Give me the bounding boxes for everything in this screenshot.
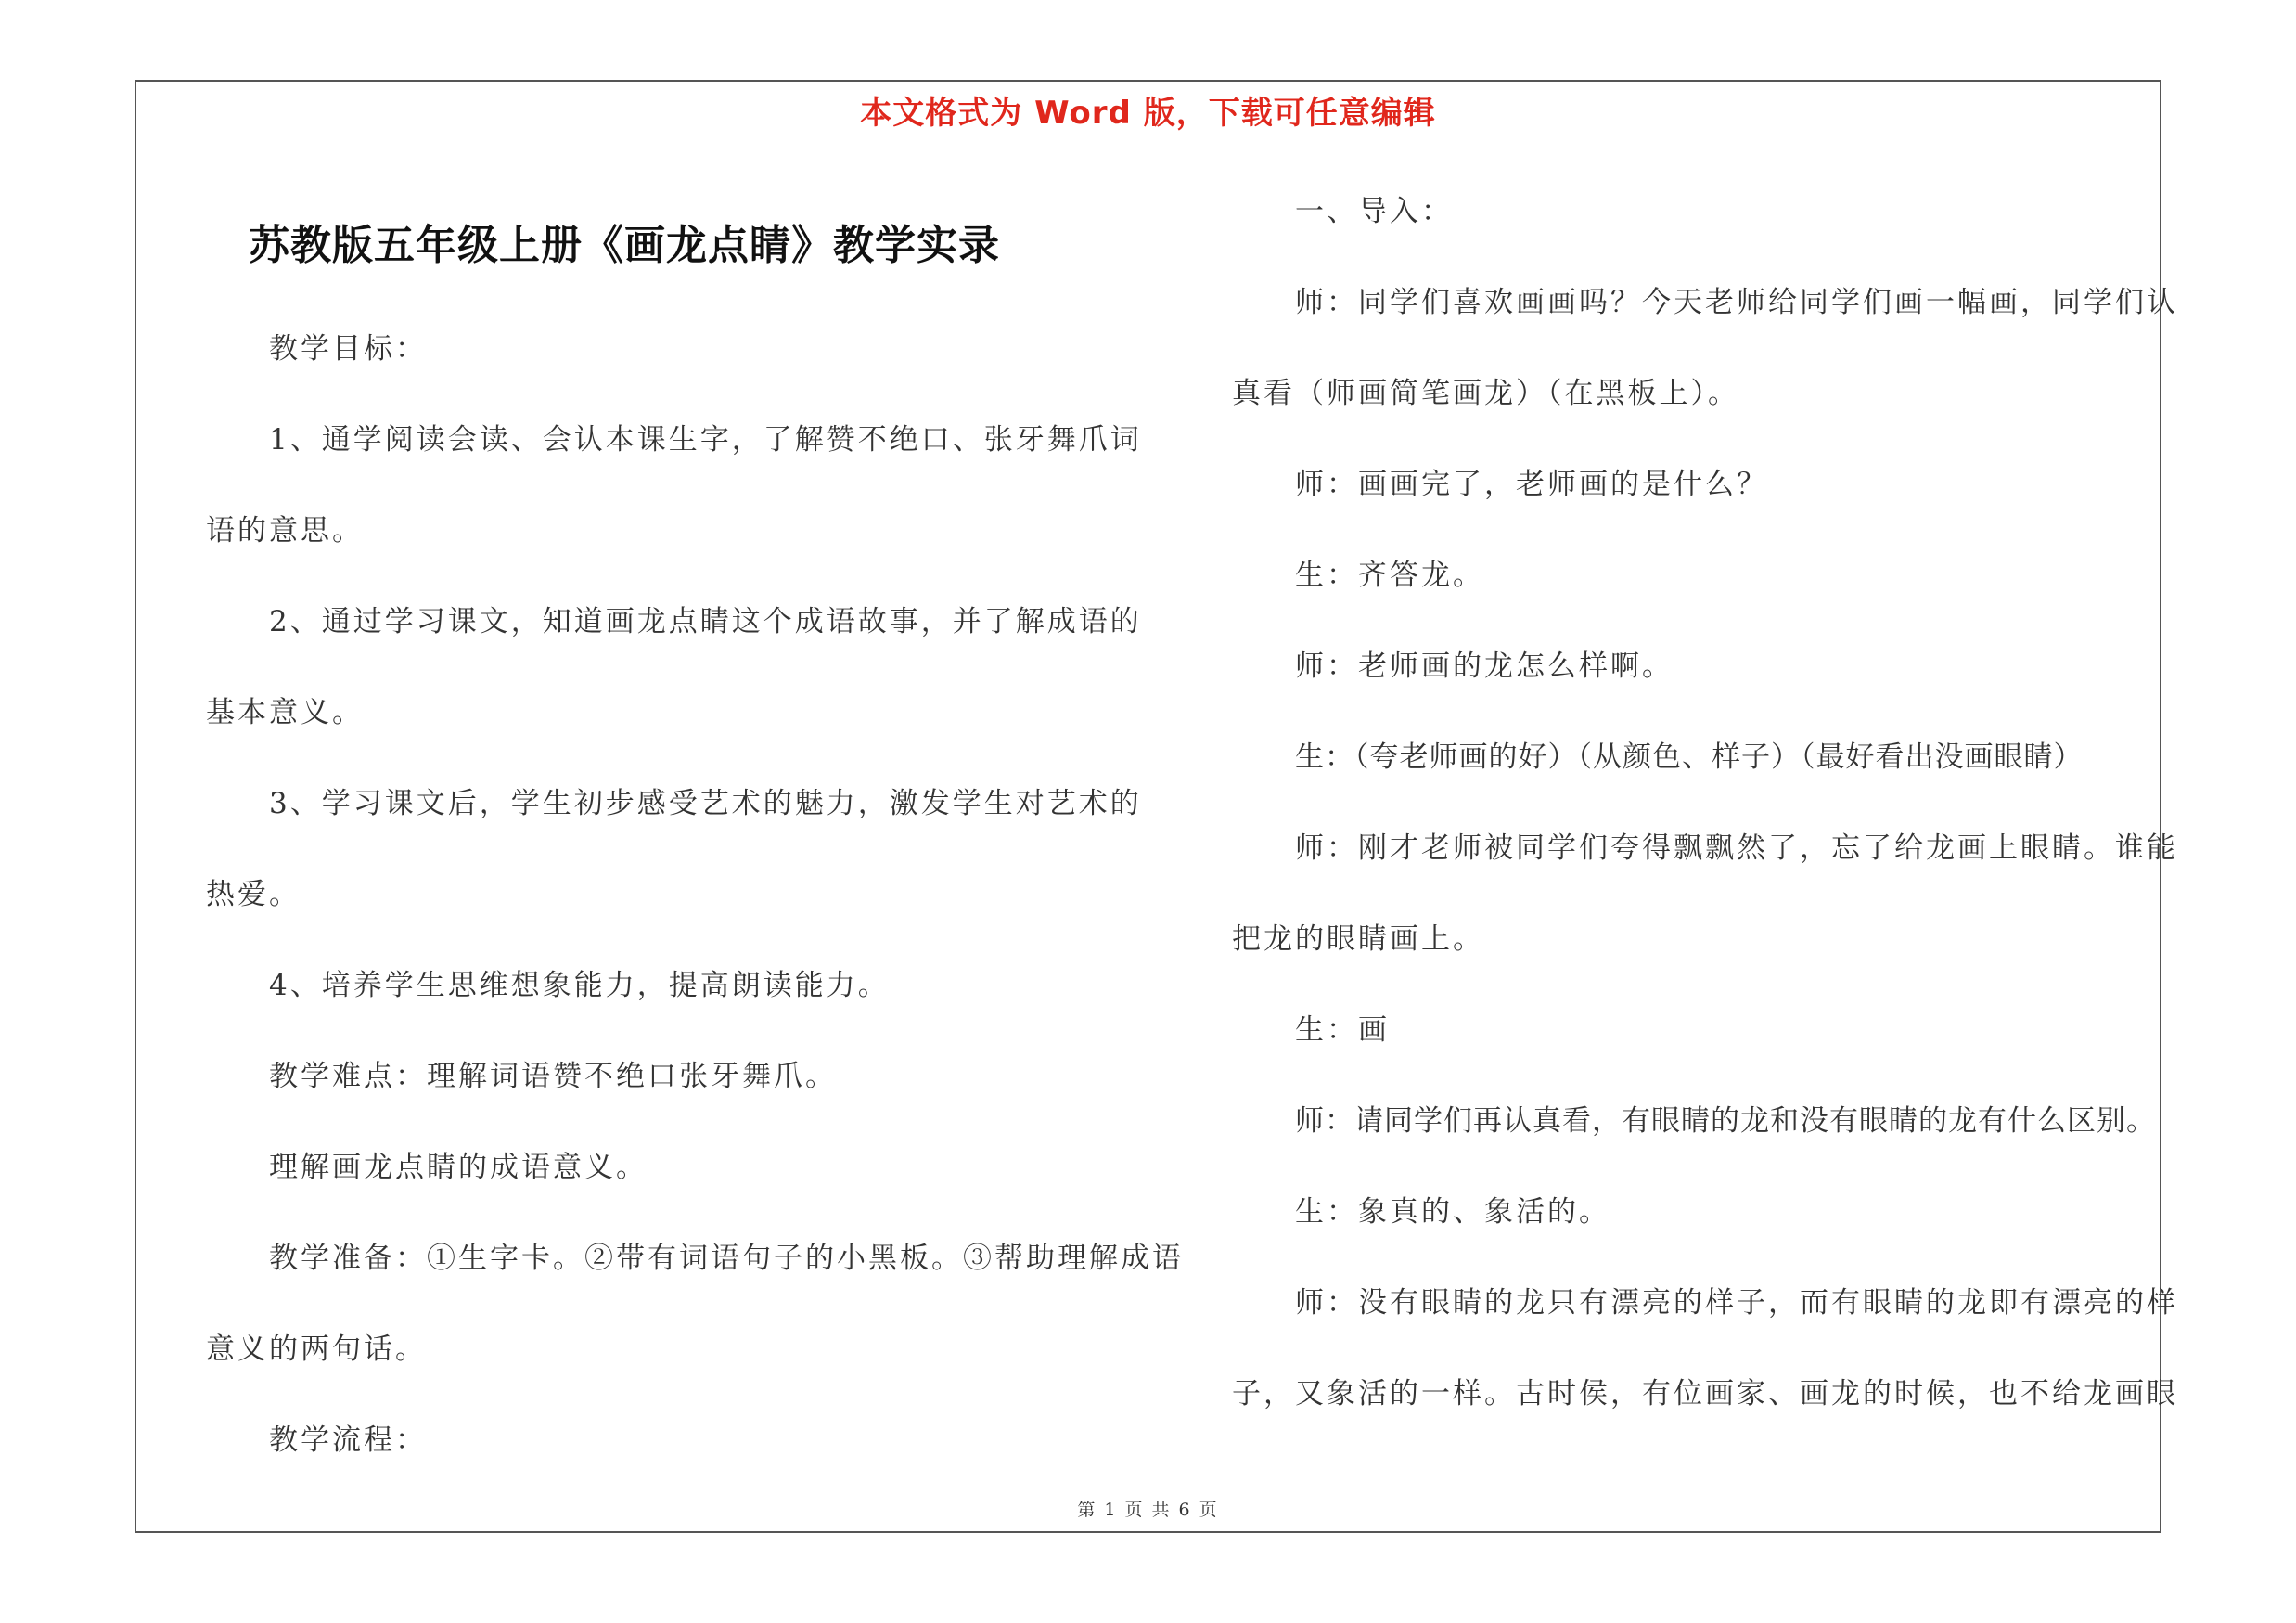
paragraph-line: 师：请同学们再认真看，有眼睛的龙和没有眼睛的龙有什么区别。 [1295,1104,2156,1138]
paragraph-line: 真看（师画简笔画龙）（在黑板上）。 [1232,377,1739,410]
paragraph-line: 生：齐答龙。 [1295,559,1484,592]
paragraph-line: 师：同学们喜欢画画吗？今天老师给同学们画一幅画，同学们认 [1295,286,2178,319]
paragraph-line: 师：画画完了，老师画的是什么？ [1295,468,1768,501]
paragraph-line: 师：老师画的龙怎么样啊。 [1295,650,1674,683]
paragraph-line: 生：画 [1295,1013,1390,1047]
paragraph-line: 教学目标： [269,332,427,366]
paragraph-line: 生：（夸老师画的好）（从颜色、样子）（最好看出没画眼睛） [1295,741,2084,774]
paragraph-line: 3、学习课文后，学生初步感受艺术的魅力，激发学生对艺术的 [269,787,1142,820]
paragraph-line: 语的意思。 [206,514,364,547]
paragraph-line: 师：没有眼睛的龙只有漂亮的样子，而有眼睛的龙即有漂亮的样 [1295,1286,2178,1320]
paragraph-line: 热爱。 [206,878,301,911]
paragraph-line: 子，又象活的一样。古时侯，有位画家、画龙的时候，也不给龙画眼 [1232,1377,2178,1410]
paragraph-line: 理解画龙点睛的成语意义。 [269,1151,648,1184]
paragraph-line: 1、通学阅读会读、会认本课生字，了解赞不绝口、张牙舞爪词 [269,423,1142,457]
paragraph-line: 师：刚才老师被同学们夸得飘飘然了，忘了给龙画上眼睛。谁能 [1295,831,2178,865]
paragraph-line: 4、培养学生思维想象能力，提高朗读能力。 [269,969,890,1002]
paragraph-line: 基本意义。 [206,696,364,729]
paragraph-line: 生：象真的、象活的。 [1295,1195,1610,1229]
page-number: 第 1 页 共 6 页 [1077,1500,1219,1520]
paragraph-line: 一、导入： [1295,195,1453,228]
format-banner: 本文格式为 Word 版，下载可任意编辑 [860,95,1436,132]
paragraph-line: 意义的两句话。 [206,1333,427,1366]
paragraph-line: 教学准备：①生字卡。②带有词语句子的小黑板。③帮助理解成语 [269,1242,1184,1275]
paragraph-line: 教学流程： [269,1423,427,1457]
document-title: 苏教版五年级上册《画龙点睛》教学实录 [249,222,1000,269]
paragraph-line: 把龙的眼睛画上。 [1232,922,1484,956]
paragraph-line: 教学难点：理解词语赞不绝口张牙舞爪。 [269,1060,837,1093]
paragraph-line: 2、通过学习课文，知道画龙点睛这个成语故事，并了解成语的 [269,605,1142,638]
